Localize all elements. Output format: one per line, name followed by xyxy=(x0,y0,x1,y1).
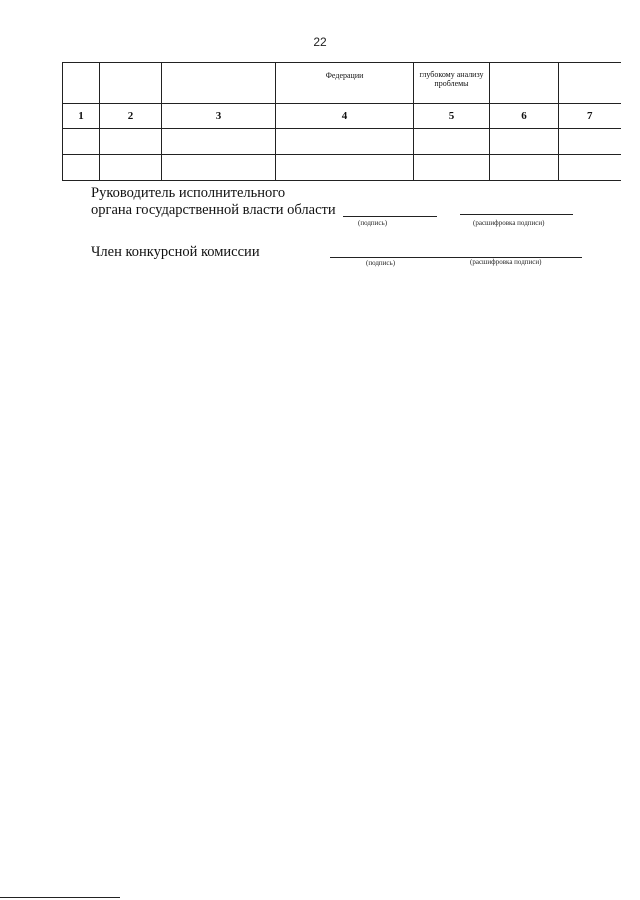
member-caption-decoding: (расшифровка подписи) xyxy=(470,258,542,266)
column-number-2: 2 xyxy=(100,104,162,129)
data-table xyxy=(62,62,621,181)
member-caption-signature: (подпись) xyxy=(366,259,396,267)
table-cell xyxy=(63,155,100,181)
head-title-line-1: Руководитель исполнительного xyxy=(91,185,286,201)
header-cell-4: Федерации xyxy=(276,63,414,104)
table-cell xyxy=(490,155,559,181)
column-number-7: 7 xyxy=(559,104,621,129)
column-number-1: 1 xyxy=(63,104,100,129)
header-cell-3 xyxy=(162,63,276,104)
column-number-6: 6 xyxy=(490,104,559,129)
head-signature-label xyxy=(91,185,336,219)
table-cell xyxy=(63,129,100,155)
head-caption-signature: (подпись) xyxy=(358,219,388,227)
table-cell xyxy=(414,155,490,181)
header-cell-7 xyxy=(559,63,621,104)
page-number: 22 xyxy=(313,35,327,49)
head-title-line-2: органа государственной власти области xyxy=(91,202,336,218)
table-cell xyxy=(276,129,414,155)
table-header-row xyxy=(63,63,621,104)
header-cell-5: глубокому анализу проблемы xyxy=(414,63,490,104)
header-cell-6 xyxy=(490,63,559,104)
table-row xyxy=(63,129,621,155)
table-cell xyxy=(414,129,490,155)
member-signature-line xyxy=(330,257,582,258)
head-caption-decoding: (расшифровка подписи) xyxy=(473,219,545,227)
column-number-4: 4 xyxy=(276,104,414,129)
header-cell-1 xyxy=(63,63,100,104)
table-row xyxy=(63,155,621,181)
table-cell xyxy=(100,129,162,155)
table-number-row xyxy=(63,104,621,129)
table-cell xyxy=(162,155,276,181)
bottom-rule xyxy=(0,897,120,898)
member-signature-label: Член конкурсной комиссии xyxy=(91,244,260,260)
table-cell xyxy=(490,129,559,155)
table-cell xyxy=(276,155,414,181)
table-cell xyxy=(559,129,621,155)
table-cell xyxy=(162,129,276,155)
head-decoding-line xyxy=(460,214,573,215)
column-number-3: 3 xyxy=(162,104,276,129)
table-cell xyxy=(559,155,621,181)
head-signature-line xyxy=(343,216,437,217)
header-cell-2 xyxy=(100,63,162,104)
column-number-5: 5 xyxy=(414,104,490,129)
table-cell xyxy=(100,155,162,181)
